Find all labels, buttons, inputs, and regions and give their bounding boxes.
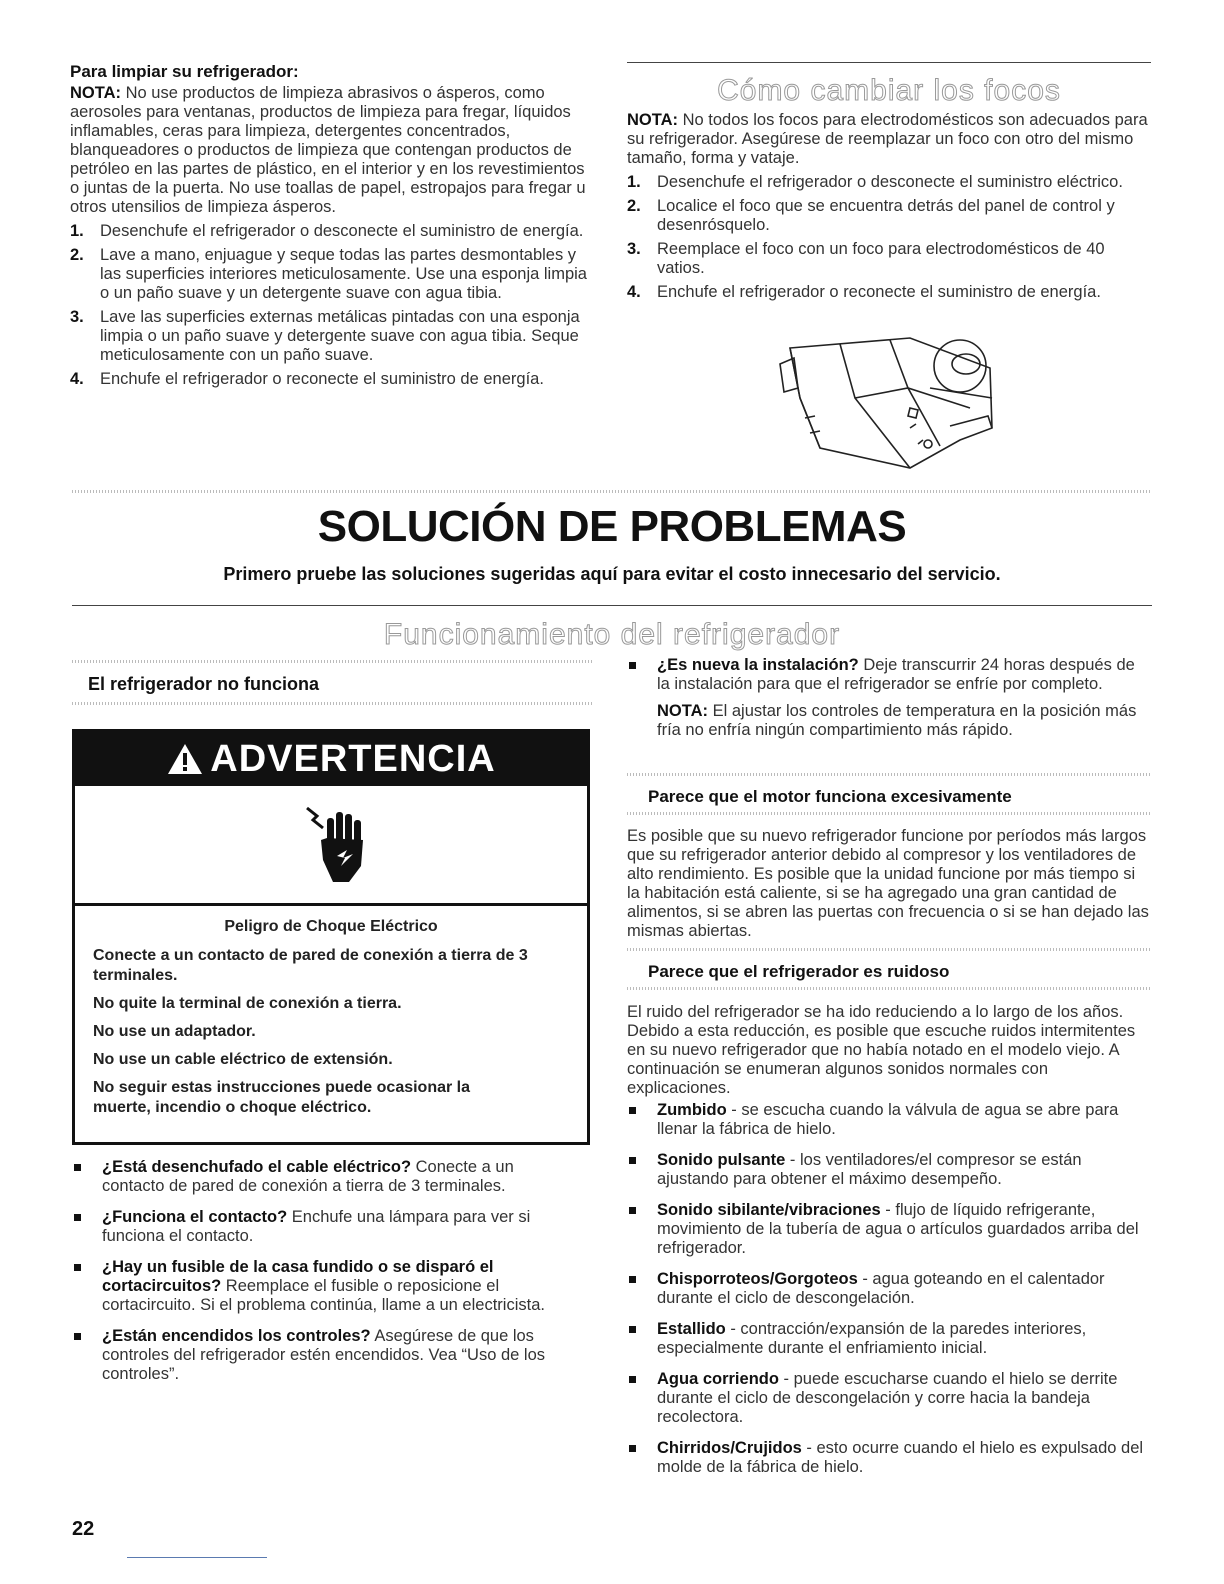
cleaning-title: Para limpiar su refrigerador: [70, 62, 299, 81]
bulbs-steps [627, 173, 1151, 302]
warning-header-text: ADVERTENCIA [210, 737, 496, 780]
light-housing-illustration [760, 328, 1010, 470]
step-number: 3. [627, 240, 641, 258]
warning-line: No use un cable eléctrico de extensión. [93, 1051, 393, 1068]
list-item [72, 1158, 572, 1196]
cleaning-note [70, 84, 590, 217]
item-answer: Conecte a un contacto de pared de conexión a tierra de 3 terminales. [102, 1158, 514, 1195]
step-text: Enchufe el refrigerador o reconecte el suministro de energía. [100, 370, 544, 388]
item-answer: Reemplace el fusible o reposicione el cortacircuito. Si el problema continúa, llame a un electricista. [102, 1277, 545, 1314]
cleaning-step [70, 222, 590, 241]
item-answer: Enchufe una lámpara para ver si funciona el contacto. [102, 1208, 531, 1245]
bulbs-note-label: NOTA: [627, 111, 679, 129]
electric-shock-icon [303, 804, 369, 886]
item-question: ¿Están encendidos los controles? [102, 1327, 371, 1345]
step-number: 4. [627, 283, 641, 301]
note-text: El ajustar los controles de temperatura en la posición más fría no enfría ningún compartimiento más rápido. [657, 702, 1137, 739]
item-question: ¿Es nueva la instalación? [657, 656, 859, 674]
step-number: 1. [70, 222, 84, 240]
step-text: Desenchufe el refrigerador o desconecte el suministro de energía. [100, 222, 584, 240]
new-install-note [657, 702, 1151, 740]
subheader-rule-bottom [72, 702, 592, 705]
cleaning-note-text: No use productos de limpieza abrasivos o ásperos, como aerosoles para ventanas, productos de limpieza para fregar, líquidos inflamables, ceras para limpieza, detergentes concentrados, blanqueadores o productos de limpieza que contengan productos de petróleo en las partes de plástico, en el interior y en los revestimientos o juntas de la puerta. No use toallas de papel, estropajos para fregar u otros utensilios de limpieza ásperos. [70, 84, 586, 216]
bulbs-top-rule [627, 62, 1151, 63]
not-working-list [72, 1158, 572, 1396]
bulbs-note [627, 111, 1151, 168]
step-text: Localice el foco que se encuentra detrás del panel de control y desenrósquelo. [657, 197, 1115, 234]
step-number: 3. [70, 308, 84, 326]
warning-box [72, 729, 590, 1145]
cleaning-section [70, 62, 590, 389]
noisy-title: Parece que el refrigerador es ruidoso [648, 962, 950, 981]
item-question: ¿Está desenchufado el cable eléctrico? [102, 1158, 412, 1176]
list-item [627, 1270, 1151, 1308]
step-text: Desenchufe el refrigerador o desconecte el suministro eléctrico. [657, 173, 1123, 191]
bulbs-note-text: No todos los focos para electrodomésticos son adecuados para su refrigerador. Asegúrese de reemplazar un foco con otro del mismo tamaño, forma y vataje. [627, 111, 1148, 167]
noise-term: Sonido sibilante/vibraciones [657, 1201, 881, 1219]
step-text: Enchufe el refrigerador o reconecte el suministro de energía. [657, 283, 1101, 301]
list-item [627, 656, 1151, 740]
list-item [627, 1320, 1151, 1358]
step-text: Lave las superficies externas metálicas pintadas con una esponja limpia o un paño suave y detergente suave con agua tibia. Seque meticulosamente con un paño suave. [100, 308, 580, 364]
noisy-rule-bottom [627, 987, 1151, 990]
noise-term: Zumbido [657, 1101, 727, 1119]
list-item [627, 1101, 1151, 1139]
warning-line: No seguir estas instrucciones puede ocasionar la muerte, incendio o choque eléctrico. [93, 1079, 471, 1116]
bulbs-step [627, 240, 1151, 278]
item-answer: Deje transcurrir 24 horas después de la instalación para que el refrigerador se enfríe por completo. [657, 656, 1135, 693]
item-question: ¿Funciona el contacto? [102, 1208, 288, 1226]
step-number: 1. [627, 173, 641, 191]
list-item [72, 1327, 572, 1384]
list-item [627, 1151, 1151, 1189]
note-label: NOTA: [657, 702, 709, 720]
list-item [72, 1208, 572, 1246]
noise-term: Sonido pulsante [657, 1151, 786, 1169]
step-text: Reemplace el foco con un foco para electrodomésticos de 40 vatios. [657, 240, 1105, 277]
item-question: ¿Hay un fusible de la casa fundido o se disparó el cortacircuitos? [102, 1258, 494, 1295]
step-number: 2. [70, 246, 84, 264]
page-number: 22 [72, 1518, 95, 1540]
not-working-title: El refrigerador no funciona [88, 674, 320, 694]
noise-desc: - contracción/expansión de la paredes interiores, especialmente durante el enfriamiento inicial. [657, 1320, 1087, 1357]
bulbs-title: Cómo cambiar los focos [717, 74, 1061, 107]
warning-line: Conecte a un contacto de pared de conexión a tierra de 3 terminales. [93, 947, 528, 984]
item-answer: Asegúrese de que los controles del refrigerador estén encendidos. Vea “Uso de los controles”. [102, 1327, 546, 1383]
list-item [627, 1201, 1151, 1258]
step-text: Lave a mano, enjuague y seque todas las partes desmontables y las superficies interiores meticulosamente. Use una esponja limpia o un paño suave y un detergente suave con agua tibia. [100, 246, 587, 302]
step-number: 2. [627, 197, 641, 215]
warning-line: No quite la terminal de conexión a tierra. [93, 995, 402, 1012]
cleaning-steps [70, 222, 590, 389]
noise-desc: - se escucha cuando la válvula de agua se abre para llenar la fábrica de hielo. [657, 1101, 1119, 1138]
noise-term: Chisporroteos/Gorgoteos [657, 1270, 858, 1288]
cleaning-step [70, 370, 590, 389]
section-title: Funcionamiento del refrigerador [383, 618, 841, 651]
motor-text: Es posible que su nuevo refrigerador funcione por períodos más largos que su refrigerador anterior debido al compresor y los ventiladores de alto rendimiento. Es posible que la unidad funcione por más tiempo si la habitación está caliente, si se ha agregado una gran cantidad de alimentos, si se abren las puertas con frecuencia o si se han dejado las mismas abiertas. [627, 827, 1149, 940]
noise-desc: - flujo de líquido refrigerante, movimiento de la tubería de agua o artículos guardados arriba del refrigerador. [657, 1201, 1139, 1257]
noise-list [627, 1101, 1151, 1489]
motor-title: Parece que el motor funciona excesivamente [648, 787, 1012, 806]
cleaning-note-label: NOTA: [70, 84, 122, 102]
warning-lines [75, 936, 587, 1118]
noisy-text: El ruido del refrigerador se ha ido reduciendo a lo largo de los años. Debido a esta reducción, es posible que escuche ruidos intermitentes en su nuevo refrigerador que no había notado en el modelo viejo. A continuación se enumeran algunos sonidos normales con explicaciones. [627, 1003, 1136, 1097]
new-install-list [627, 656, 1151, 740]
main-subtitle: Primero pruebe las soluciones sugeridas aquí para evitar el costo innecesario del servicio. [223, 564, 1001, 584]
subheader-rule-top [72, 660, 592, 663]
section-top-rule [72, 605, 1152, 606]
list-item [627, 1439, 1151, 1477]
noise-desc: - agua goteando en el calentador durante el ciclo de descongelación. [657, 1270, 1105, 1307]
noise-term: Chirridos/Crujidos [657, 1439, 802, 1457]
warning-icon-area [75, 786, 587, 906]
bulbs-step [627, 173, 1151, 192]
footer-line [127, 1557, 267, 1558]
bulbs-step [627, 197, 1151, 235]
noise-term: Estallido [657, 1320, 726, 1338]
bulbs-section [627, 111, 1151, 302]
noisy-rule-top [627, 948, 1151, 951]
noise-term: Agua corriendo [657, 1370, 779, 1388]
motor-rule-bottom [627, 812, 1151, 815]
step-number: 4. [70, 370, 84, 388]
main-title: SOLUCIÓN DE PROBLEMAS [317, 502, 907, 551]
motor-rule-top [627, 773, 1151, 776]
warning-line: No use un adaptador. [93, 1023, 256, 1040]
noise-desc: - los ventiladores/el compresor se están ajustando para obtener el máximo desempeño. [657, 1151, 1082, 1188]
list-item [72, 1258, 572, 1315]
warning-triangle-icon [166, 742, 204, 776]
section-divider [72, 490, 1152, 493]
noise-desc: - puede escucharse cuando el hielo se derrite durante el ciclo de descongelación y corre hacia la bandeja recolectora. [657, 1370, 1118, 1426]
warning-header [75, 732, 587, 786]
list-item [627, 1370, 1151, 1427]
bulbs-step [627, 283, 1151, 302]
cleaning-step [70, 246, 590, 303]
cleaning-step [70, 308, 590, 365]
noise-desc: - esto ocurre cuando el hielo es expulsado del molde de la fábrica de hielo. [657, 1439, 1144, 1476]
warning-hazard: Peligro de Choque Eléctrico [224, 918, 438, 935]
